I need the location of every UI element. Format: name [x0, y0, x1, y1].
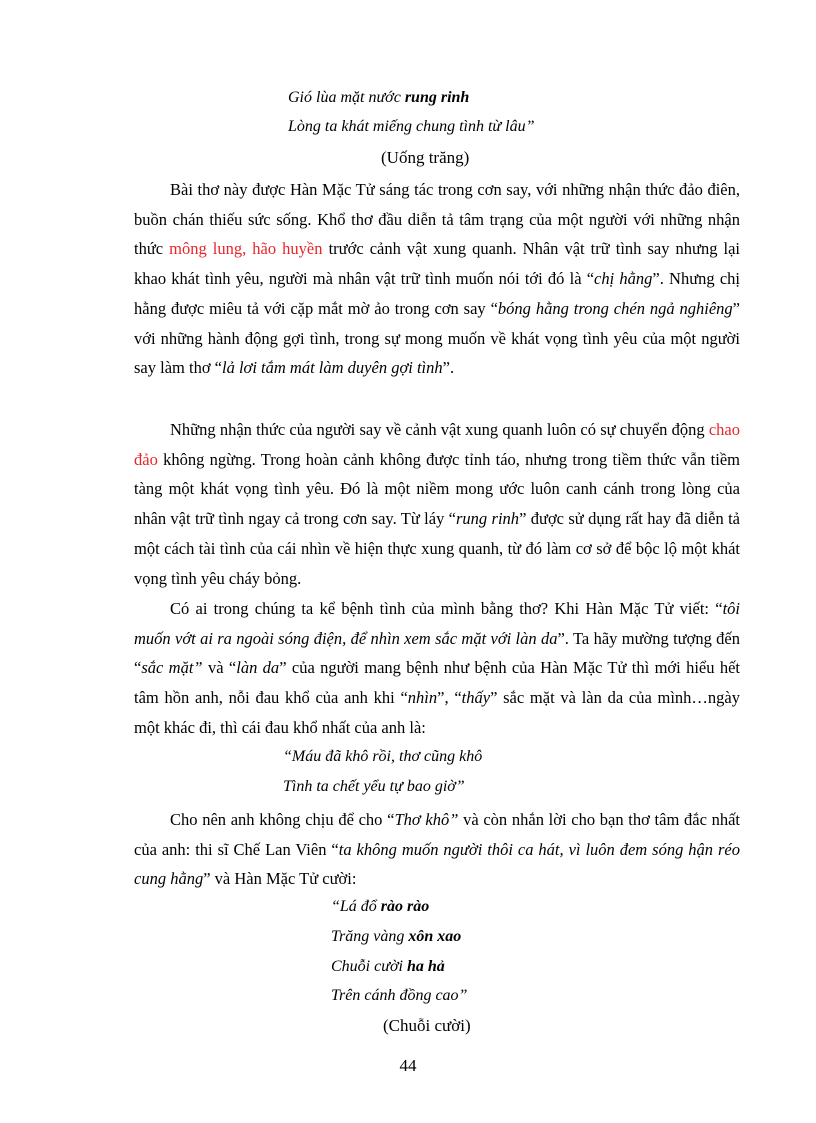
poem3-caption: (Chuỗi cười) — [383, 1016, 471, 1035]
poem2-line2: Tình ta chết yểu tự bao giờ” — [283, 778, 465, 795]
p1-text-3: ”. Nhưng chị hằng được miêu tả với cặp mắt mờ ảo trong cơn say “ — [134, 269, 740, 318]
poem3-line3-text: Chuỗi cười — [331, 958, 407, 975]
poem3-line3-bold: ha hả — [406, 958, 445, 975]
p3-italic-1: tôi muốn vớt ai ra ngoài sóng điện, để nhìn xem sắc mặt với làn da — [134, 599, 740, 648]
poem3-line1-text: “Lá đổ — [331, 898, 381, 915]
poem3-line3 — [331, 958, 445, 976]
poem3-line1-bold: rào rào — [380, 898, 430, 915]
p3-italic-5: thấy — [461, 688, 491, 708]
poem1-line1 — [288, 89, 469, 107]
poem1-line2: Lòng ta khát miếng chung tình từ lâu” — [288, 118, 535, 135]
poem1-line1-bold: rung rinh — [404, 89, 470, 106]
p3-text-2: ”. Ta hãy mường tượng đến “ — [134, 628, 740, 678]
p1-italic-1: chị hằng — [594, 269, 653, 289]
p2-text-3: ” được sử dụng rất hay đã diễn tả một cách tài tình của cái nhìn về hiện thực xung quanh, từ đó làm cơ sở để bộc lộ một khát vọng tình yêu cháy bỏng. — [134, 509, 741, 588]
poem3-line2 — [331, 928, 461, 946]
poem1-caption: (Uống trăng) — [381, 148, 470, 167]
p3-text-1: Có ai trong chúng ta kể bệnh tình của mình bằng thơ? Khi Hàn Mặc Tử viết: “ — [170, 599, 723, 618]
poem3-line2-text: Trăng vàng — [331, 928, 409, 945]
paragraph-4 — [134, 805, 740, 894]
p1-text-1: Bài thơ này được Hàn Mặc Tử sáng tác trong cơn say, với những nhận thức đảo điên, buồn chán thiếu sức sống. Khổ thơ đầu diễn tả tâm trạng của một người với những nhận thức — [134, 180, 740, 259]
p1-italic-3: lả lơi tắm mát làm duyên gợi tình — [222, 358, 443, 378]
p3-italic-2: sắc mặt” — [141, 658, 203, 678]
p2-italic-1: rung rinh — [456, 509, 520, 529]
p4-text-2: và còn nhắn lời cho bạn thơ tâm đắc nhất của anh: thi sĩ Chế Lan Viên “ — [134, 810, 740, 859]
p3-italic-3: làn da — [236, 658, 280, 678]
poem2-line1: “Máu đã khô rồi, thơ cũng khô — [283, 748, 483, 765]
p4-italic-1: Thơ khô” — [394, 810, 459, 829]
p3-text-4: ” của người mang bệnh như bệnh của Hàn Mặc Tử thì mới hiểu hết tâm hồn anh, nỗi đau khổ của anh khi “ — [134, 658, 740, 708]
p3-text-6: ” sắc mặt và làn da của mình…ngày một khác đi, thì cái đau khổ nhất của anh là: — [134, 688, 741, 737]
poem3-line4: Trên cánh đồng cao” — [331, 987, 468, 1004]
poem3-line2-bold: xôn xao — [408, 928, 462, 945]
p4-text-1: Cho nên anh không chịu để cho “ — [170, 810, 395, 829]
p1-highlight: mông lung, hão huyền — [169, 239, 323, 259]
p4-italic-2: ta không muốn người thôi ca hát, vì luôn đem sóng hận réo cung hằng — [134, 839, 740, 889]
p1-italic-2: bóng hằng trong chén ngả nghiêng — [497, 298, 733, 318]
p2-text-1: Những nhận thức của người say về cảnh vật xung quanh luôn có sự chuyển động — [170, 420, 709, 439]
p3-text-5: ”, “ — [437, 688, 462, 708]
p1-text-5: ”. — [442, 358, 455, 378]
page-number: 44 — [399, 1056, 417, 1075]
p2-highlight: chao đảo — [134, 420, 740, 469]
paragraph-2 — [134, 415, 740, 593]
p3-italic-4: nhìn — [407, 688, 438, 708]
p1-text-2: trước cảnh vật xung quanh. Nhân vật trữ tình say nhưng lại khao khát tình yêu, người mà nhân vật trữ tình muốn nói tới đó là “ — [134, 239, 740, 289]
p3-text-3: và “ — [202, 658, 237, 678]
paragraph-3 — [134, 594, 740, 743]
paragraph-1 — [134, 175, 740, 383]
p2-text-2: không ngừng. Trong hoàn cảnh không được tỉnh táo, nhưng trong tiềm thức vẫn tiềm tàng một khát vọng tình yêu. Đó là một niềm mong ước luôn canh cánh trong lòng của nhân vật trữ tình ngay cả trong cơn say. Từ láy “ — [134, 449, 740, 529]
poem3-line1 — [331, 898, 429, 916]
p1-text-4: ” với những hành động gợi tình, trong sự mong muốn về khát vọng tình yêu của một người say làm thơ “ — [134, 298, 740, 378]
p4-text-3: ” và Hàn Mặc Tử cười: — [203, 869, 357, 889]
poem1-line1-text: Gió lùa mặt nước — [288, 89, 405, 106]
